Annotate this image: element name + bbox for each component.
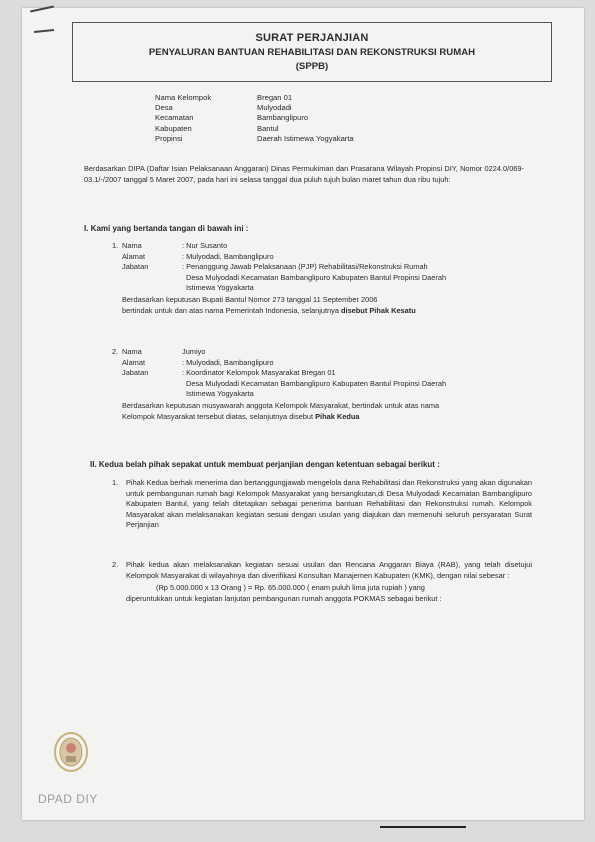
section-1-title: I. Kami yang bertanda tangan di bawah ini : xyxy=(84,224,249,233)
document-abbreviation: (SPPB) xyxy=(295,61,329,72)
clause-1: 1. Pihak Kedua berhak menerima dan bertanggungjawab mengelola dana Rehabilitasi dan Rekonstruksi yang akan digunakan untuk pembangunan rumah bagi Kelompok Masyarakat yang bersangkutan,di Desa Mulyodadi Kecamatan Bambanglipuro Kabupaten Bantul, yang telah ditetapkan sebagai penerima bantuan Rehabilitasi dan Rekonstruksi rumah. Kelompok Masyarakat akan melaksanakan kegiatan sesuai dengan usulan yang diajukan dan memenuhi seluruh persyaratan Surat Perjanjian xyxy=(112,478,532,530)
info-row: Nama Kelompok Bregan 01 xyxy=(155,93,293,102)
document-title: SURAT PERJANJIAN xyxy=(255,32,369,44)
clause-2: 2. Pihak kedua akan melaksanakan kegiatan sesuai usulan dan Rencana Anggaran Biaya (RAB), yang telah disetujui Kelompok Masyarakat di wilayahnya dan diverifikasi Konsultan Manajemen Kabupaten (KMK), dengan nilai sebesar : (Rp 5.000.000 x 13 Orang ) = Rp. 65.000.000 ( enam puluh lima juta rupiah ) yang diperuntukkan untuk kegiatan lanjutan pembangunan rumah anggota POKMAS sebagai berikut : xyxy=(112,560,532,603)
group-info xyxy=(155,93,354,144)
section-2-title: II. Kedua belah pihak sepakat untuk membuat perjanjian dengan ketentuan sebagai berikut : xyxy=(90,460,440,469)
info-row: Desa Mulyodadi xyxy=(155,103,292,113)
info-row: Propinsi Daerah Istimewa Yogyakarta xyxy=(155,133,354,143)
bottom-mark xyxy=(380,826,466,828)
document-subtitle: PENYALURAN BANTUAN REHABILITASI DAN REKONSTRUKSI RUMAH xyxy=(148,47,476,58)
watermark: DPAD DIY xyxy=(38,792,98,806)
info-row: Kabupaten Bantul xyxy=(155,123,279,133)
party-2: 2. Nama Jumiyo Alamat : Mulyodadi, Bambanglipuro Jabatan : Koordinator Kelompok Masyarakat Bregan 01 Desa Mulyodadi Kecamatan Bambanglipuro Kabupaten Bantul Propinsi Daerah Istimewa Yogyakarta Berdasarkan keputusan musyawarah anggota Kelompok Masyarakat, bertindak untuk atas nama Kelompok Masyarakat tersebut diatas, selanjutnya disebut Pihak Kedua xyxy=(112,347,447,421)
title-box xyxy=(72,22,552,82)
party-1: 1. Nama : Nur Susanto Alamat : Mulyodadi, Bambanglipuro Jabatan : Penanggung Jawab Pelaksanaan (PJP) Rehabilitasi/Rekonstruksi Rumah Desa Mulyodadi Kecamatan Bambanglipuro Kabupaten Bantul Propinsi Daerah Istimewa Yogyakarta Berdasarkan keputusan Bupati Bantul Nomor 273 tanggal 11 September 2006 bertindak untuk dan atas nama Pemerintah Indonesia, selanjutnya disebut Pihak Kesatu xyxy=(112,241,447,315)
info-row: Kecamatan Bambanglipuro xyxy=(155,113,309,123)
intro-paragraph: Berdasarkan DIPA (Daftar Isian Pelaksanaan Anggaran) Dinas Permukiman dan Prasarana Wilayah Propinsi DIY, Nomor 0224.0/069-03.1/-/2007 tanggal 5 Maret 2007, pada hari ini selasa tanggal dua puluh tujuh bulan maret tahun dua ribu tujuh: xyxy=(84,164,524,184)
seal-emblem-icon xyxy=(52,730,90,776)
